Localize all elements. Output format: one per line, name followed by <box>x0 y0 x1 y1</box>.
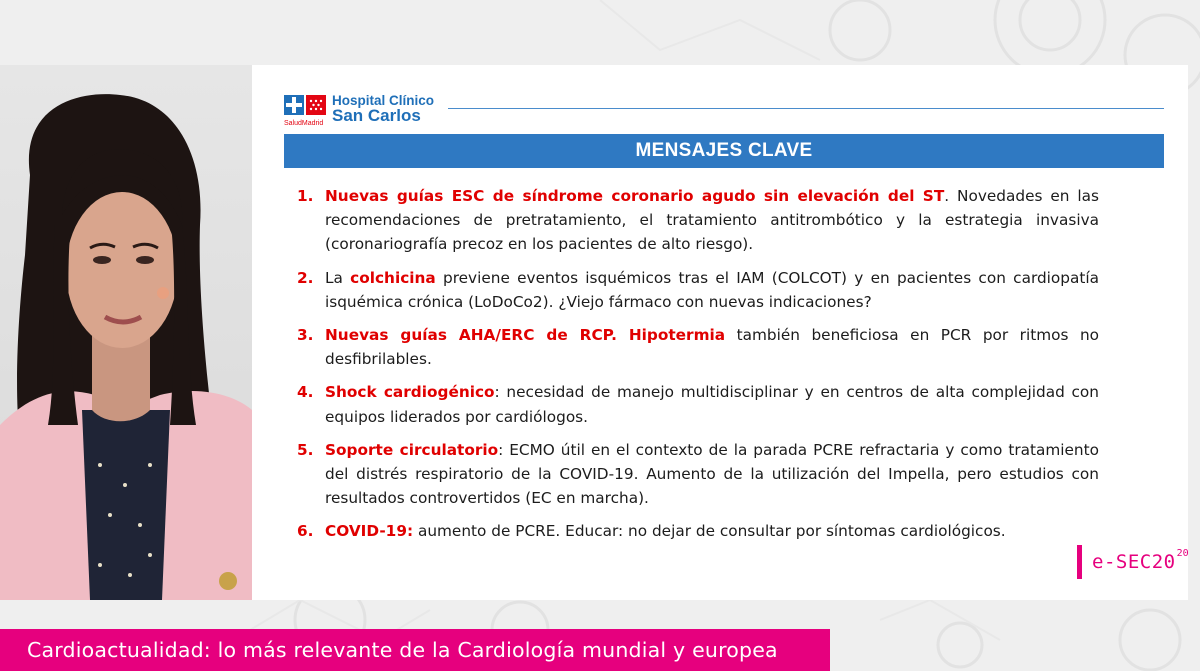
item-text: : necesidad de manejo multidisciplinar y en centros de alta complejidad con equipos liderados por cardiólogos. <box>325 383 1099 426</box>
list-item <box>297 323 1099 371</box>
presenter-video <box>0 65 252 600</box>
item-highlight: COVID-19: <box>325 522 414 541</box>
list-item <box>297 184 1099 257</box>
brand-bar <box>1077 545 1082 579</box>
list-item <box>297 380 1099 428</box>
hospital-cross-icon <box>284 95 328 119</box>
list-item <box>297 438 1099 511</box>
item-number: 3. <box>297 326 314 345</box>
item-highlight: Nuevas guías ESC de síndrome coronario agudo sin elevación del ST <box>325 187 945 205</box>
item-text: también beneficiosa en PCR por ritmos no desfibrilables. <box>325 326 1099 369</box>
item-text: : ECMO útil en el contexto de la parada PCRE refractaria y como tratamiento del distrés respiratorio de la COVID-19. Aumento de la utilización del Impella, pero estudios con resultados controvertidos (EC en marcha). <box>325 440 1099 508</box>
item-number: 2. <box>297 268 314 287</box>
list-item <box>297 266 1099 314</box>
item-pre: La <box>325 268 351 287</box>
item-text: previene eventos isquémicos tras el IAM (COLCOT) y en pacientes con cardiopatía isquémica crónica (LoDoCo2). ¿Viejo fármaco con nuevas indicaciones? <box>325 268 1099 311</box>
presenter-figure <box>0 65 252 600</box>
item-highlight: Shock cardiogénico <box>325 383 495 402</box>
logo-sub: SaludMadrid <box>284 120 324 127</box>
list-item <box>297 519 1099 543</box>
item-highlight: Nuevas guías AHA/ERC de RCP. Hipotermia <box>325 326 726 345</box>
lower-third-ticker: Cardioactualidad: lo más relevante de la Cardiología mundial y europea <box>0 629 830 671</box>
hospital-logo <box>284 93 444 127</box>
logo-line1: Hospital Clínico <box>332 93 435 108</box>
logo-line2: San Carlos <box>332 106 421 125</box>
esec-brand-logo <box>1077 545 1189 579</box>
item-text: aumento de PCRE. Educar: no dejar de consultar por síntomas cardiológicos. <box>413 522 1006 541</box>
header-divider <box>448 108 1164 109</box>
presentation-slide <box>252 65 1188 600</box>
key-messages-list <box>297 184 1099 553</box>
item-number: 4. <box>297 383 314 402</box>
brand-name: e-SEC20 <box>1092 551 1176 573</box>
item-number: 6. <box>297 522 314 541</box>
slide-title: MENSAJES CLAVE <box>284 134 1164 168</box>
brand-superscript: 20 <box>1176 547 1189 559</box>
item-highlight: colchicina <box>350 268 436 287</box>
item-number: 5. <box>297 440 314 459</box>
item-text: . Novedades en las recomendaciones de pretratamiento, el tratamiento antitrombótico y la estrategia invasiva (coronariografía precoz en los pacientes de alto riesgo). <box>325 187 1099 254</box>
item-highlight: Soporte circulatorio <box>325 440 499 459</box>
item-number: 1. <box>297 187 314 205</box>
